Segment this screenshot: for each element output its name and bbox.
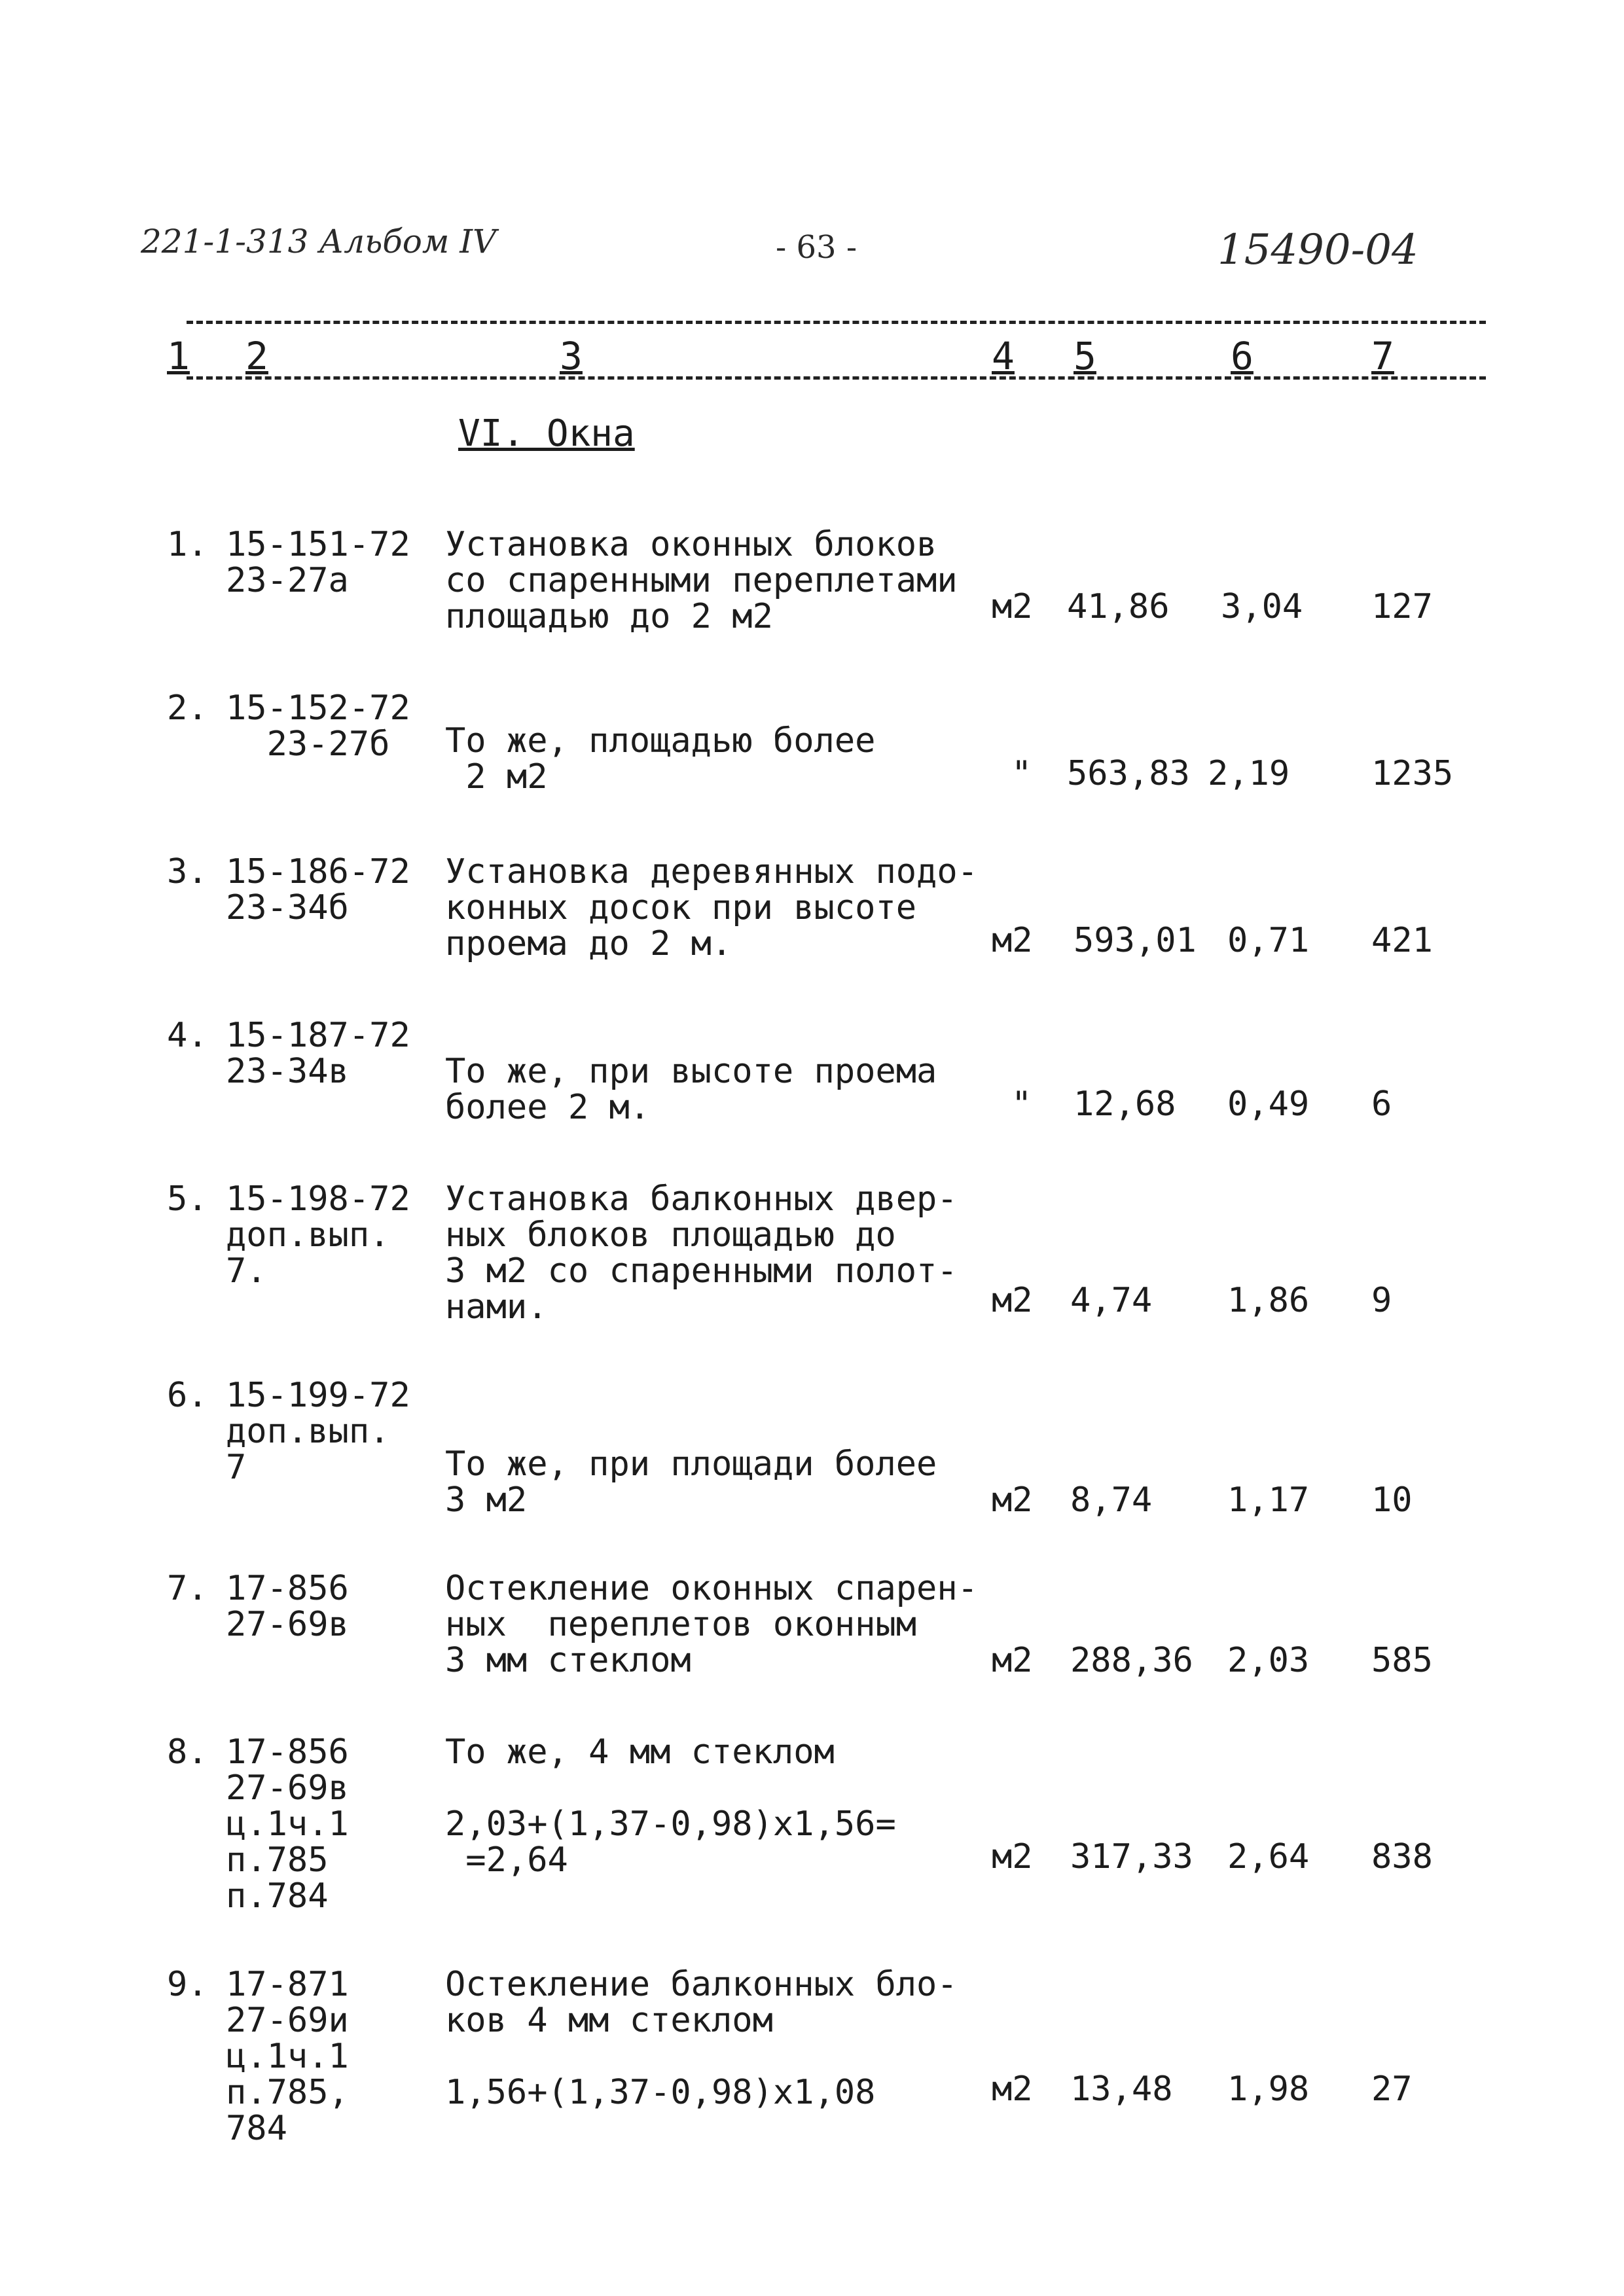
row-unit: " [1011, 1085, 1032, 1124]
row-unit: м2 [992, 1281, 1033, 1320]
row-description: Установка балконных двер- ных блоков площадью до 3 м2 со спаренными полот- нами. [445, 1179, 958, 1327]
row-price: 3,04 [1221, 587, 1303, 626]
row-total: 127 [1371, 587, 1433, 626]
row-code: 15-187-72 23-34в [226, 1016, 410, 1091]
page-number: - 63 - [776, 229, 857, 266]
row-quantity: 593,01 [1074, 921, 1197, 960]
header-top-rule [187, 321, 1486, 324]
row-unit: м2 [992, 1641, 1033, 1680]
row-unit: м2 [992, 1837, 1033, 1876]
row-code: 15-152-72 23-27б [226, 689, 410, 764]
row-price: 0,49 [1227, 1085, 1310, 1124]
row-number: 2. [167, 689, 208, 728]
row-number: 8. [167, 1732, 208, 1772]
section-title: VI. Окна [458, 412, 635, 455]
column-number: 5 [1074, 334, 1096, 378]
row-number: 6. [167, 1376, 208, 1415]
row-code: 15-199-72 доп.вып. 7 [226, 1376, 410, 1487]
row-number: 3. [167, 852, 208, 891]
row-price: 1,17 [1227, 1480, 1310, 1520]
row-quantity: 563,83 [1067, 754, 1190, 793]
row-price: 1,86 [1227, 1281, 1310, 1320]
row-description: То же, площадью более 2 м2 [445, 721, 876, 797]
row-description: То же, 4 мм стеклом 2,03+(1,37-0,98)х1,56= =2,64 [445, 1732, 896, 1880]
row-unit: " [1011, 754, 1032, 793]
row-quantity: 4,74 [1070, 1281, 1153, 1320]
row-description: То же, при высоте проема более 2 м. [445, 1052, 937, 1127]
document-code: 221-1-313 Альбом IV [141, 223, 497, 260]
row-quantity: 12,68 [1074, 1085, 1176, 1124]
row-total: 6 [1371, 1085, 1392, 1124]
project-number: 15490-04 [1218, 226, 1418, 274]
row-description: Установка оконных блоков со спаренными переплетами площадью до 2 м2 [445, 525, 958, 636]
column-number: 6 [1231, 334, 1254, 378]
row-total: 27 [1371, 2070, 1413, 2109]
row-price: 0,71 [1227, 921, 1310, 960]
row-total: 838 [1371, 1837, 1433, 1876]
header-bottom-rule [187, 376, 1486, 380]
row-total: 421 [1371, 921, 1433, 960]
row-total: 1235 [1371, 754, 1454, 793]
row-code: 17-856 27-69в ц.1ч.1 п.785 п.784 [226, 1732, 349, 1916]
row-code: 15-186-72 23-34б [226, 852, 410, 927]
row-quantity: 317,33 [1070, 1837, 1193, 1876]
column-number: 7 [1371, 334, 1394, 378]
row-code: 15-198-72 доп.вып. 7. [226, 1179, 410, 1291]
row-quantity: 288,36 [1070, 1641, 1193, 1680]
row-description: Установка деревянных подо- конных досок при высоте проема до 2 м. [445, 852, 978, 963]
row-quantity: 41,86 [1067, 587, 1170, 626]
row-number: 7. [167, 1569, 208, 1608]
row-number: 5. [167, 1179, 208, 1219]
row-code: 15-151-72 23-27а [226, 525, 410, 600]
row-quantity: 13,48 [1070, 2070, 1173, 2109]
row-quantity: 8,74 [1070, 1480, 1153, 1520]
row-total: 585 [1371, 1641, 1433, 1680]
row-price: 2,03 [1227, 1641, 1310, 1680]
row-number: 1. [167, 525, 208, 564]
row-unit: м2 [992, 587, 1033, 626]
row-total: 9 [1371, 1281, 1392, 1320]
row-unit: м2 [992, 1480, 1033, 1520]
row-total: 10 [1371, 1480, 1413, 1520]
column-number: 3 [560, 334, 583, 378]
row-description: Остекление балконных бло- ков 4 мм стеклом 1,56+(1,37-0,98)х1,08 [445, 1965, 958, 2112]
row-code: 17-856 27-69в [226, 1569, 349, 1644]
row-unit: м2 [992, 921, 1033, 960]
row-unit: м2 [992, 2070, 1033, 2109]
row-number: 4. [167, 1016, 208, 1055]
row-number: 9. [167, 1965, 208, 2004]
column-number: 2 [245, 334, 268, 378]
row-price: 1,98 [1227, 2070, 1310, 2109]
row-code: 17-871 27-69и ц.1ч.1 п.785, 784 [226, 1965, 349, 2148]
row-price: 2,19 [1208, 754, 1290, 793]
column-number: 4 [992, 334, 1015, 378]
row-description: Остекление оконных спарен- ных переплетов оконным 3 мм стеклом [445, 1569, 978, 1680]
row-price: 2,64 [1227, 1837, 1310, 1876]
column-number: 1 [167, 334, 190, 378]
row-description: То же, при площади более 3 м2 [445, 1444, 937, 1520]
